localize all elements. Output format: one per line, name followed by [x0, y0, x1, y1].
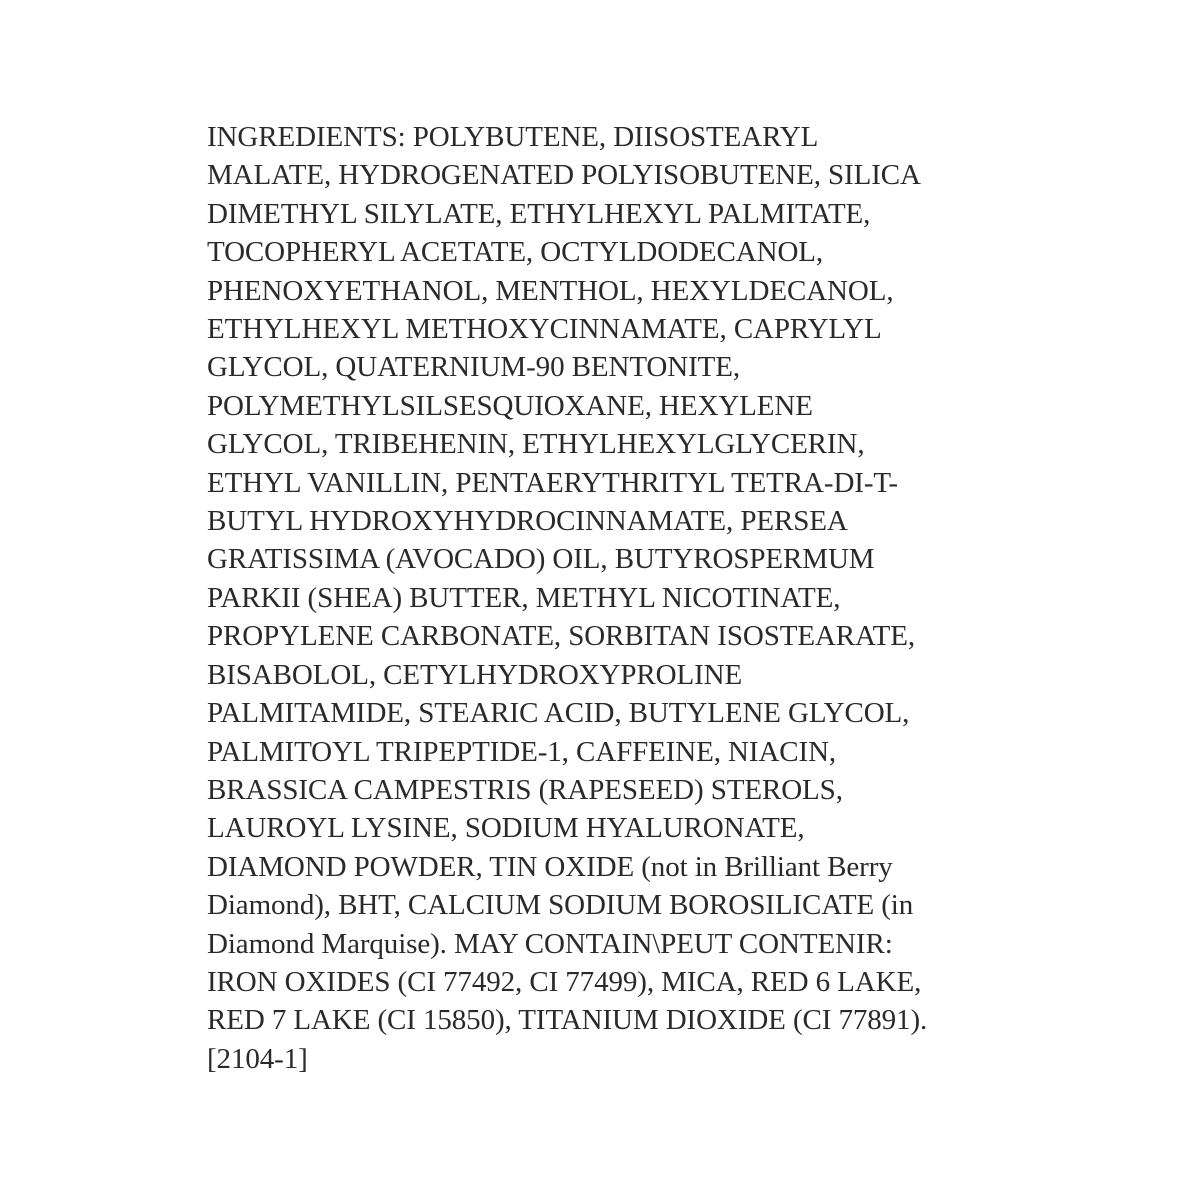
ingredient-line: POLYMETHYLSILSESQUIOXANE, HEXYLENE [207, 389, 813, 422]
ingredient-line: INGREDIENTS: POLYBUTENE, DIISOSTEARYL [207, 121, 819, 153]
ingredients-text-block [207, 118, 1027, 1078]
ingredient-line: BRASSICA CAMPESTRIS (RAPESEED) STEROLS, [207, 773, 843, 806]
ingredient-line: DIAMOND POWDER, TIN OXIDE (not in Brilliant Berry [207, 850, 893, 883]
ingredient-line: GLYCOL, QUATERNIUM-90 BENTONITE, [207, 351, 741, 384]
ingredient-line: PARKII (SHEA) BUTTER, METHYL NICOTINATE, [207, 581, 841, 614]
ingredient-line: TOCOPHERYL ACETATE, OCTYLDODECANOL, [207, 236, 824, 269]
ingredient-line: LAUROYL LYSINE, SODIUM HYALURONATE, [207, 812, 805, 845]
ingredient-line: PROPYLENE CARBONATE, SORBITAN ISOSTEARATE, [207, 620, 916, 653]
ingredient-line: GRATISSIMA (AVOCADO) OIL, BUTYROSPERMUM [207, 543, 875, 576]
ingredient-line: PALMITOYL TRIPEPTIDE-1, CAFFEINE, NIACIN, [207, 735, 837, 768]
ingredient-line: ETHYLHEXYL METHOXYCINNAMATE, CAPRYLYL [207, 313, 882, 346]
ingredient-line: IRON OXIDES (CI 77492, CI 77499), MICA, RED 6 LAKE, [207, 965, 922, 998]
ingredient-line: PHENOXYETHANOL, MENTHOL, HEXYLDECANOL, [207, 274, 894, 307]
ingredient-line: ETHYL VANILLIN, PENTAERYTHRITYL TETRA-DI-T- [207, 466, 898, 499]
ingredient-line: DIMETHYL SILYLATE, ETHYLHEXYL PALMITATE, [207, 197, 871, 230]
ingredient-line: PALMITAMIDE, STEARIC ACID, BUTYLENE GLYCOL, [207, 697, 910, 730]
ingredient-line: Diamond), BHT, CALCIUM SODIUM BOROSILICATE (in [207, 889, 914, 922]
ingredient-line: RED 7 LAKE (CI 15850), TITANIUM DIOXIDE (CI 77891). [207, 1004, 928, 1037]
ingredient-line: BISABOLOL, CETYLHYDROXYPROLINE [207, 658, 743, 691]
batch-code: [2104-1] [207, 1042, 308, 1075]
ingredient-line: BUTYL HYDROXYHYDROCINNAMATE, PERSEA [207, 505, 848, 538]
ingredient-line: MALATE, HYDROGENATED POLYISOBUTENE, SILICA [207, 159, 921, 192]
ingredient-line: GLYCOL, TRIBEHENIN, ETHYLHEXYLGLYCERIN, [207, 428, 865, 461]
ingredient-line: Diamond Marquise). MAY CONTAIN\PEUT CONTENIR: [207, 927, 893, 960]
